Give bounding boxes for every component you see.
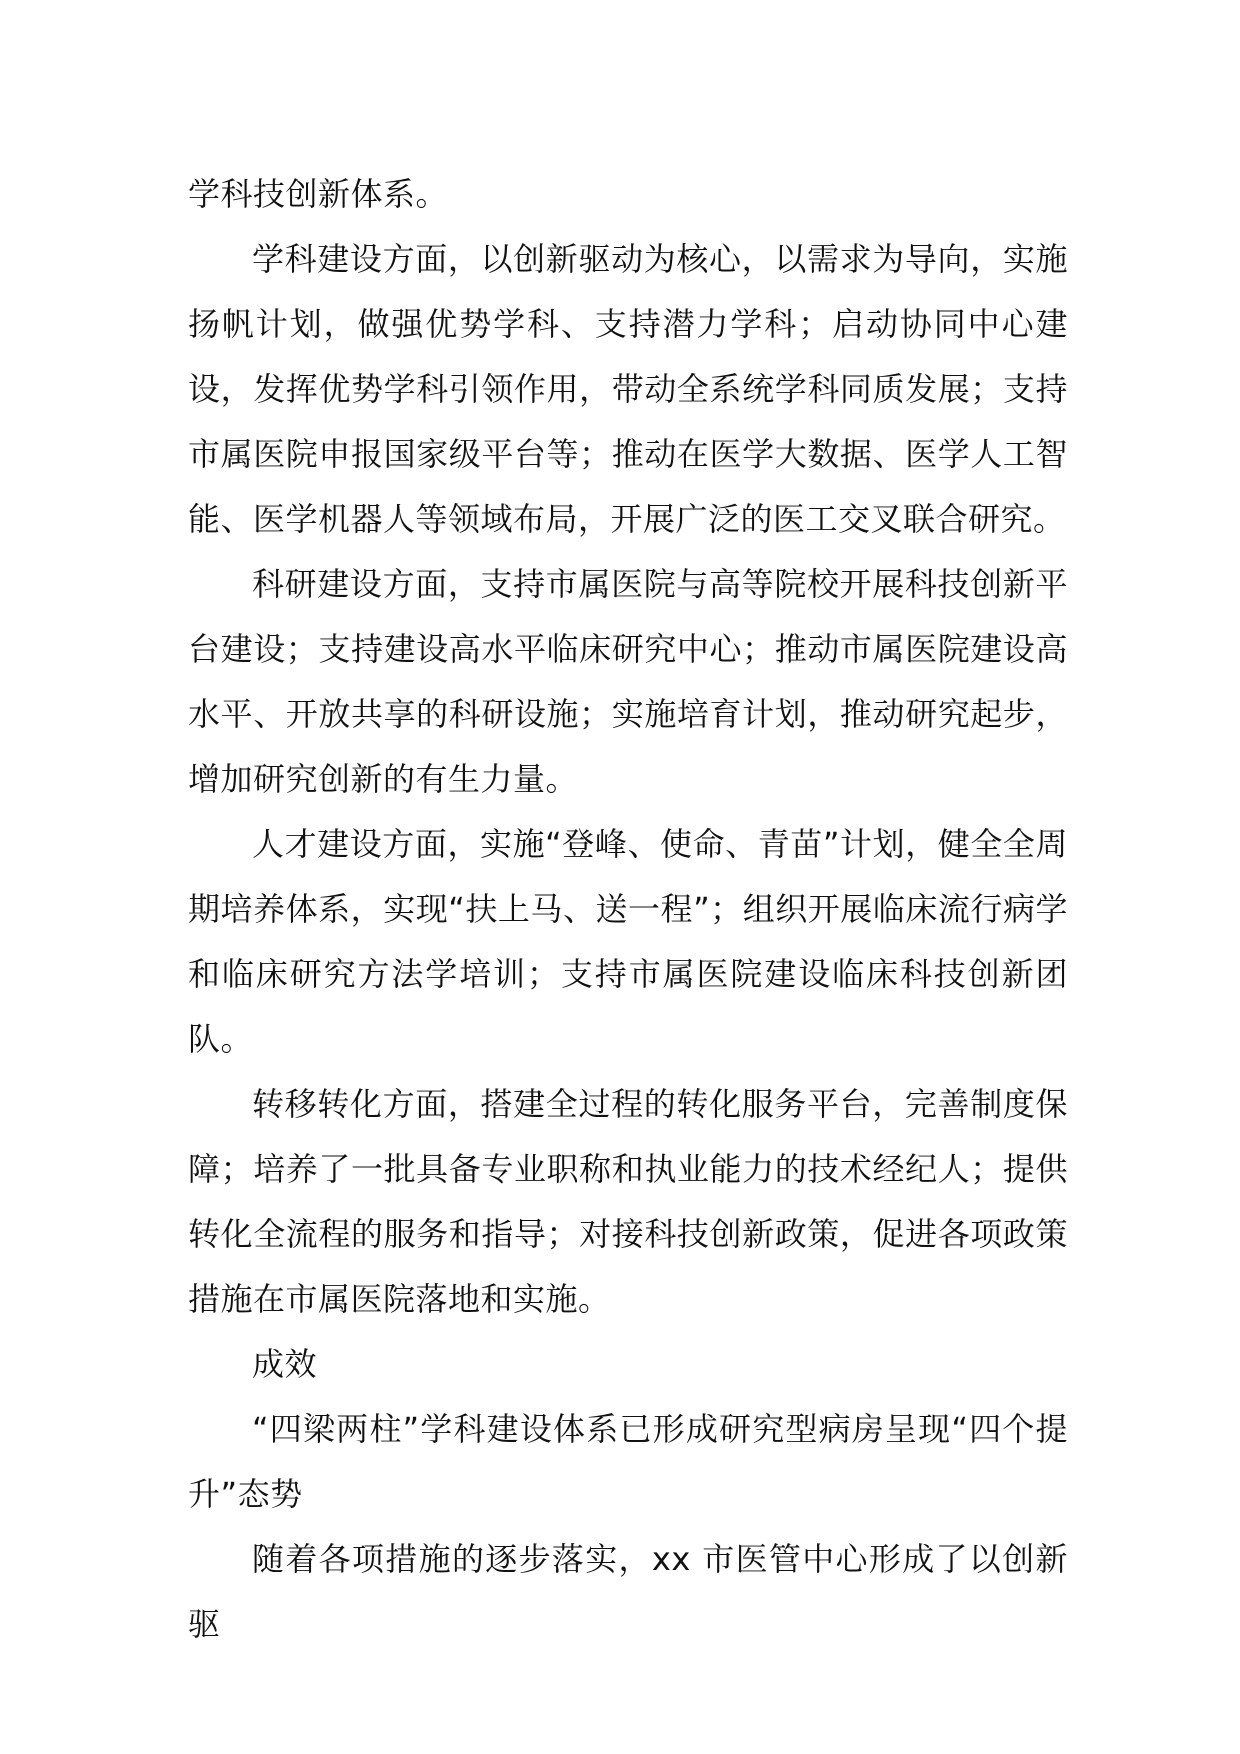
paragraph-8: 随着各项措施的逐步落实，xx 市医管中心形成了以创新驱 (188, 1540, 1068, 1643)
subheading-four-beams-two-pillars: “四梁两柱”学科建设体系已形成研究型病房呈现“四个提升”态势 (188, 1410, 1068, 1513)
paragraph-2: 学科建设方面，以创新驱动为核心，以需求为导向，实施扬帆计划，做强优势学科、支持潜力学科；启动协同中心建设，发挥优势学科引领作用，带动全系统学科同质发展；支持市属医院申报国家级平台等；推动在医学大数据、医学人工智能、医学机器人等领域布局，开展广泛的医工交叉联合研究。 (188, 240, 1068, 538)
section-heading-results: 成效 (252, 1345, 318, 1383)
document-body (188, 162, 1068, 1657)
paragraph-3: 科研建设方面，支持市属医院与高等院校开展科技创新平台建设；支持建设高水平临床研究中心；推动市属医院建设高水平、开放共享的科研设施；实施培育计划，推动研究起步，增加研究创新的有生力量。 (188, 565, 1068, 798)
paragraph-4: 人才建设方面，实施“登峰、使命、青苗”计划，健全全周期培养体系，实现“扶上马、送一程”；组织开展临床流行病学和临床研究方法学培训；支持市属医院建设临床科技创新团队。 (188, 825, 1068, 1058)
paragraph-5: 转移转化方面，搭建全过程的转化服务平台，完善制度保障；培养了一批具备专业职称和执业能力的技术经纪人；提供转化全流程的服务和指导；对接科技创新政策，促进各项政策措施在市属医院落地和实施。 (188, 1085, 1068, 1318)
paragraph-1: 学科技创新体系。 (188, 175, 449, 213)
